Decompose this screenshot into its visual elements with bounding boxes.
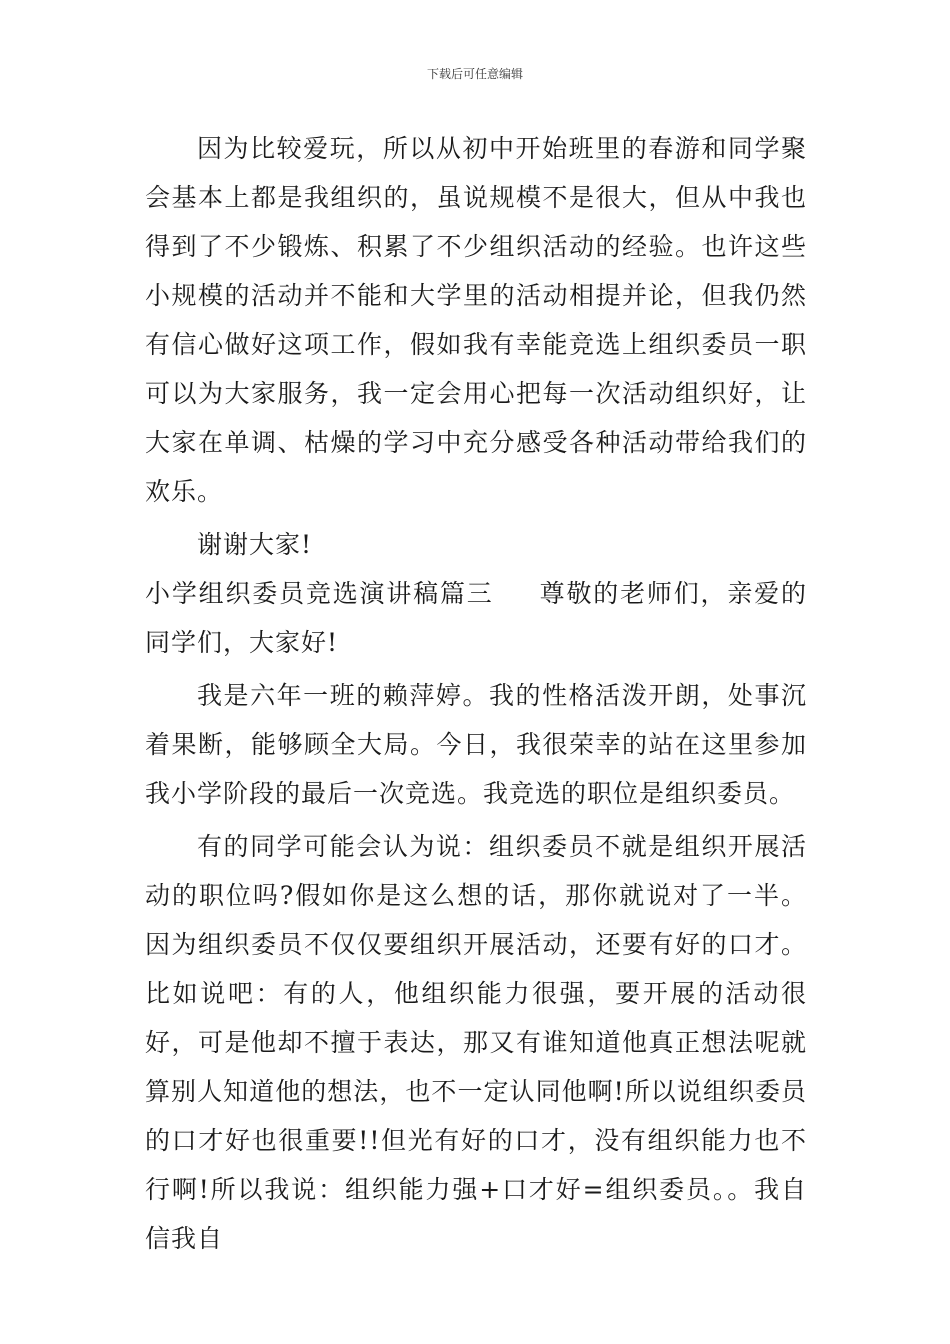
greeting-text: 尊敬的老师们，亲爱的同学们，大家好! (145, 579, 807, 657)
paragraph-role-description: 有的同学可能会认为说：组织委员不就是组织开展活动的职位吗?假如你是这么想的话，那你就说对了一半。因为组织委员不仅仅要组织开展活动，还要有好的口才。比如说吧：有的人，他组织能力很强，要开展的活动很好，可是他却不擅于表达，那又有谁知道他真正想法呢就算别人知道他的想法，也不一定认同他啊!所以说组织委员的口才好也很重要!!但光有好的口才，没有组织能力也不行啊!所以我说：组织能力强+口才好=组织委员。。我自信我自 (145, 832, 807, 1253)
page-header: 下载后可任意编辑 (426, 67, 523, 81)
paragraph-thanks: 谢谢大家! (197, 530, 313, 559)
paragraph-self-introduction: 我是六年一班的赖萍婷。我的性格活泼开朗，处事沉着果断，能够顾全大局。今日，我很荣幸的站在这里参加我小学阶段的最后一次竞选。我竞选的职位是组织委员。 (145, 681, 807, 808)
document-body (145, 124, 807, 1263)
section-title: 小学组织委员竞选演讲稿篇三 (145, 579, 494, 608)
section-heading-line (145, 569, 807, 667)
paragraph-organizing-experience: 因为比较爱玩，所以从初中开始班里的春游和同学聚会基本上都是我组织的，虽说规模不是很大，但从中我也得到了不少锻炼、积累了不少组织活动的经验。也许这些小规模的活动并不能和大学里的活动相提并论，但我仍然有信心做好这项工作，假如我有幸能竞选上组织委员一职可以为大家服务，我一定会用心把每一次活动组织好，让大家在单调、枯燥的学习中充分感受各种活动带给我们的欢乐。 (145, 134, 807, 506)
